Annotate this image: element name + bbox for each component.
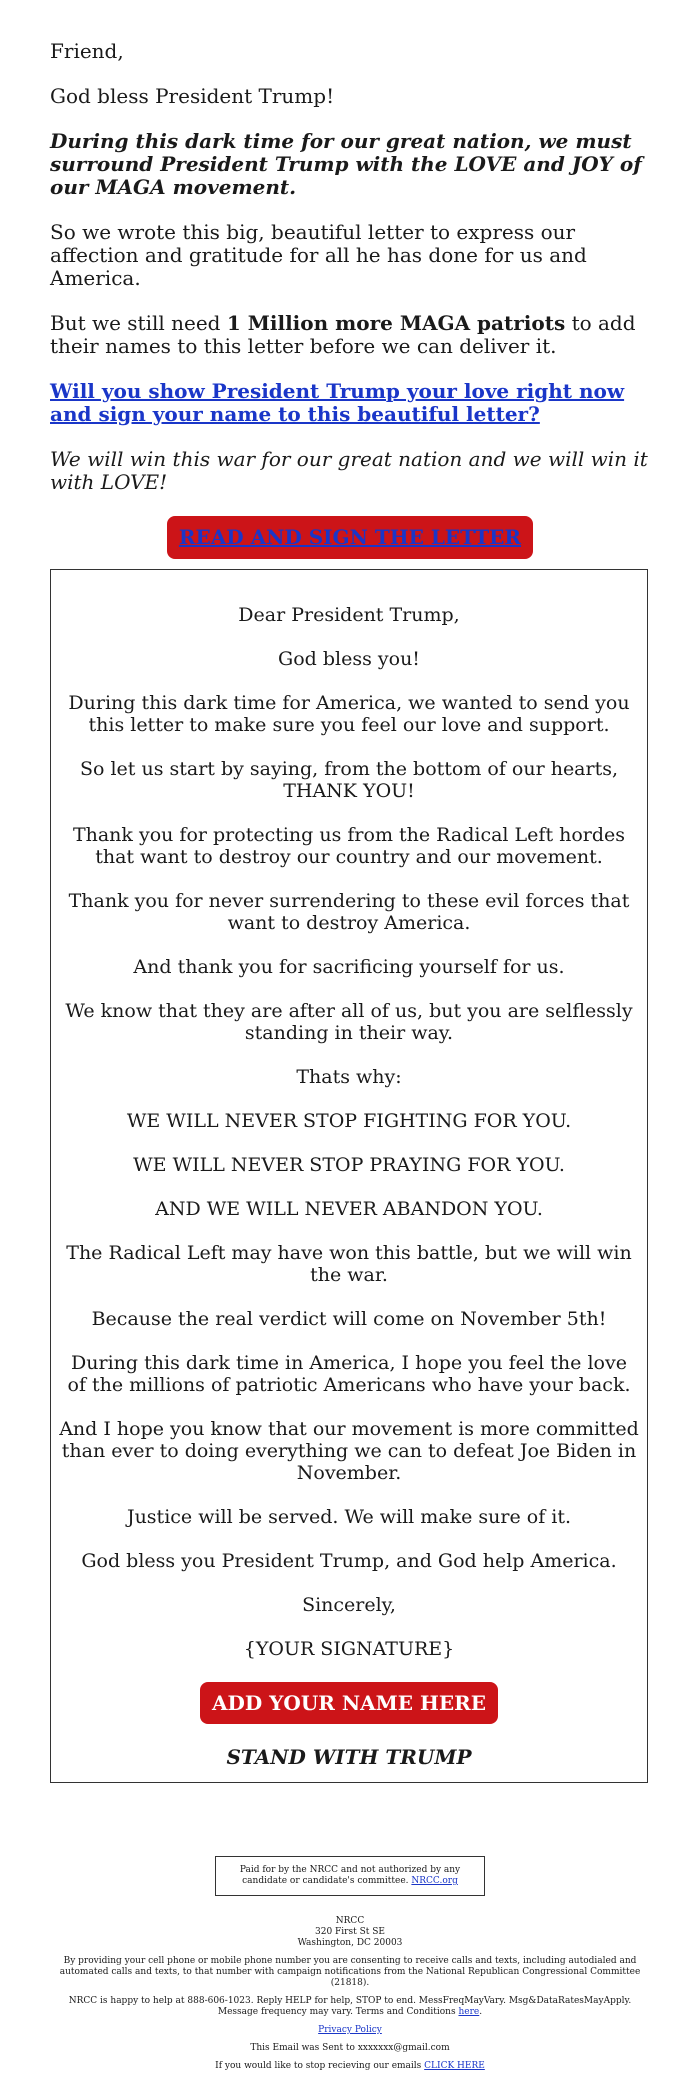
intro-section bbox=[50, 40, 650, 559]
greeting: Friend, bbox=[50, 39, 124, 63]
unsubscribe-text: If you would like to stop recieving our emails bbox=[215, 2061, 425, 2071]
closing: We will win this war for our great nation and we will win it with LOVE! bbox=[50, 447, 648, 494]
street: 320 First St SE bbox=[315, 1927, 385, 1937]
letter-line: And thank you for sacrificing yourself for us. bbox=[133, 956, 565, 978]
nrcc-link[interactable]: NRCC.org bbox=[411, 1876, 458, 1886]
letter-line: Sincerely, bbox=[302, 1594, 396, 1616]
letter-line: And I hope you know that our movement is more committed than ever to doing everything we can to defeat Joe Biden in November. bbox=[59, 1418, 639, 1484]
sent-to-text: This Email was Sent to xxxxxxx@gmail.com bbox=[250, 2043, 450, 2053]
privacy-row bbox=[50, 2025, 650, 2036]
read-and-sign-button[interactable]: READ AND SIGN THE LETTER bbox=[167, 516, 533, 559]
letter-line: During this dark time in America, I hope you feel the love of the millions of patriotic Americans who have your back. bbox=[67, 1352, 631, 1396]
letter-line: Dear President Trump, bbox=[238, 604, 460, 626]
help-text-body: NRCC is happy to help at 888-606-1023. Reply HELP for help, STOP to end. MessFreqMayVary. Msg&DataRatesMayApply. Message frequency may vary. Terms and Conditions bbox=[68, 1996, 632, 2017]
mailing-address bbox=[50, 1916, 650, 1949]
letter-line: The Radical Left may have won this battle, but we will win the war. bbox=[66, 1242, 632, 1286]
letter-line: During this dark time for America, we wanted to send you this letter to make sure you feel our love and support. bbox=[68, 692, 630, 736]
letter-line: WE WILL NEVER STOP FIGHTING FOR YOU. bbox=[126, 1110, 572, 1132]
sign-letter-link[interactable]: Will you show President Trump your love right now and sign your name to this beautiful letter? bbox=[50, 379, 625, 426]
para2-pre: But we still need bbox=[50, 311, 227, 335]
letter-box bbox=[50, 569, 648, 1783]
unsubscribe-link[interactable]: CLICK HERE bbox=[424, 2061, 485, 2071]
org-name: NRCC bbox=[335, 1916, 365, 1926]
help-text bbox=[50, 1996, 650, 2018]
stand-with-trump-tagline: STAND WITH TRUMP bbox=[226, 1745, 472, 1769]
letter-line: Thank you for protecting us from the Radical Left hordes that want to destroy our country and our movement. bbox=[72, 824, 626, 868]
letter-line: Thats why: bbox=[296, 1066, 402, 1088]
intro-paragraph-1: So we wrote this big, beautiful letter to express our affection and gratitude for all he has done for us and America. bbox=[50, 220, 587, 290]
letter-line: Because the real verdict will come on November 5th! bbox=[91, 1308, 607, 1330]
letter-line: AND WE WILL NEVER ABANDON YOU. bbox=[155, 1198, 543, 1220]
paid-for-disclaimer bbox=[215, 1856, 485, 1896]
add-name-button-row bbox=[59, 1682, 639, 1724]
unsubscribe-row bbox=[50, 2061, 650, 2072]
city: Washington, DC 20003 bbox=[297, 1938, 403, 1948]
letter-line: So let us start by saying, from the bottom of our hearts, THANK YOU! bbox=[79, 758, 619, 802]
letter-line: Justice will be served. We will make sure of it. bbox=[126, 1506, 572, 1528]
privacy-policy-link[interactable]: Privacy Policy bbox=[318, 2025, 382, 2035]
letter-line: We know that they are after all of us, but you are selflessly standing in their way. bbox=[65, 1000, 633, 1044]
terms-link[interactable]: here bbox=[458, 2007, 480, 2017]
headline: During this dark time for our great nation, we must surround President Trump with the LOVE and JOY of our MAGA movement. bbox=[50, 129, 642, 199]
help-text-end: . bbox=[479, 2007, 483, 2017]
intro-paragraph-2 bbox=[50, 312, 650, 358]
letter-line: God bless you! bbox=[278, 648, 420, 670]
letter-line: WE WILL NEVER STOP PRAYING FOR YOU. bbox=[133, 1154, 565, 1176]
disclaimer-text: Paid for by the NRCC and not authorized by any candidate or candidate's committee. bbox=[239, 1865, 461, 1886]
blessing: God bless President Trump! bbox=[50, 84, 335, 108]
letter-line: God bless you President Trump, and God help America. bbox=[81, 1550, 617, 1572]
letter-line: Thank you for never surrendering to these evil forces that want to destroy America. bbox=[68, 890, 630, 934]
consent-text: By providing your cell phone or mobile phone number you are consenting to receive calls and texts, including autodialed and automated calls and texts, to that number with campaign notifications from the National Republican Congressional Committee (21818). bbox=[59, 1956, 641, 1988]
email-body bbox=[50, 40, 650, 1783]
para2-bold: 1 Million more MAGA patriots bbox=[226, 311, 566, 335]
add-your-name-button[interactable]: ADD YOUR NAME HERE bbox=[200, 1682, 498, 1724]
para2-post: to add their names to this letter before we can deliver it. bbox=[50, 311, 636, 358]
sign-link-paragraph bbox=[50, 380, 650, 426]
footer bbox=[50, 1856, 650, 2079]
signature-placeholder: {YOUR SIGNATURE} bbox=[243, 1638, 455, 1660]
read-sign-button-row bbox=[50, 516, 650, 559]
